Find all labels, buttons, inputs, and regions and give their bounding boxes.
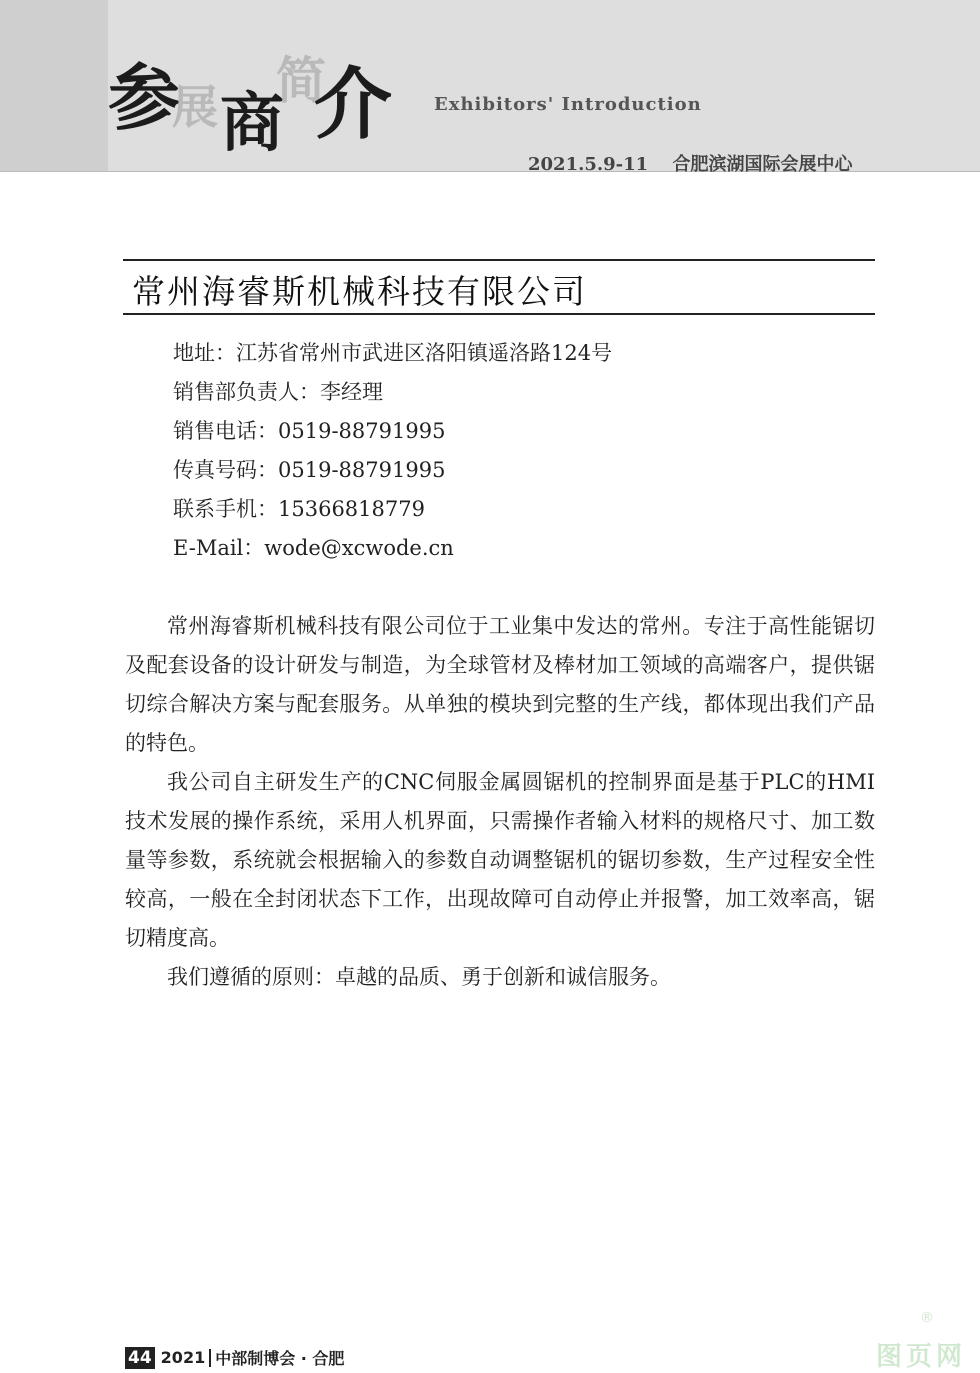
- title-rule-bottom: [123, 313, 875, 315]
- description-paragraph-2: 我公司自主研发生产的CNC伺服金属圆锯机的控制界面是基于PLC的HMI技术发展的操作系统，采用人机界面，只需操作者输入材料的规格尺寸、加工数量等参数，系统就会根据输入的参数自动调整锯机的锯切参数，生产过程安全性较高，一般在全封闭状态下工作，出现故障可自动停止并报警，加工效率高，锯切精度高。: [125, 770, 875, 950]
- section-title-char-3: 商: [220, 86, 284, 161]
- contact-block: [173, 336, 612, 570]
- section-title-char-1: 参: [108, 55, 181, 140]
- footer-separator: [209, 1349, 211, 1367]
- contact-mobile: 联系手机：15366818779: [173, 497, 425, 521]
- contact-sales-manager: 销售部负责人：李经理: [173, 380, 383, 404]
- footer-event: 中部制博会 · 合肥: [215, 1349, 345, 1368]
- title-rule-top: [123, 259, 875, 261]
- section-title-char-2: 展: [172, 80, 218, 134]
- contact-fax: 传真号码：0519-88791995: [173, 458, 446, 482]
- event-date-venue: 2021.5.9-11 合肥滨湖国际会展中心: [528, 154, 853, 175]
- page-number: 44: [125, 1347, 155, 1369]
- description-paragraph-3: 我们遵循的原则：卓越的品质、勇于创新和诚信服务。: [167, 965, 671, 989]
- watermark-registered-mark: ®: [920, 1310, 934, 1326]
- page-footer: [125, 1346, 344, 1369]
- footer-year: 2021: [160, 1348, 206, 1367]
- description-paragraph-1: 常州海睿斯机械科技有限公司位于工业集中发达的常州。专注于高性能锯切及配套设备的设计研发与制造，为全球管材及棒材加工领域的高端客户，提供锯切综合解决方案与配套服务。从单独的模块到完整的生产线，都体现出我们产品的特色。: [125, 614, 875, 755]
- section-subtitle: Exhibitors' Introduction: [434, 94, 702, 115]
- section-title-char-4: 简: [276, 51, 326, 110]
- company-description: [125, 607, 875, 997]
- section-title-char-5: 介: [314, 59, 393, 150]
- contact-email: E-Mail：wode@xcwode.cn: [173, 536, 454, 560]
- watermark-logo: 图页网: [875, 1342, 966, 1372]
- header-corner-block: [0, 0, 108, 172]
- company-name: 常州海睿斯机械科技有限公司: [132, 272, 587, 311]
- contact-sales-phone: 销售电话：0519-88791995: [173, 419, 446, 443]
- contact-address: 地址：江苏省常州市武进区洛阳镇遥洛路124号: [173, 341, 613, 365]
